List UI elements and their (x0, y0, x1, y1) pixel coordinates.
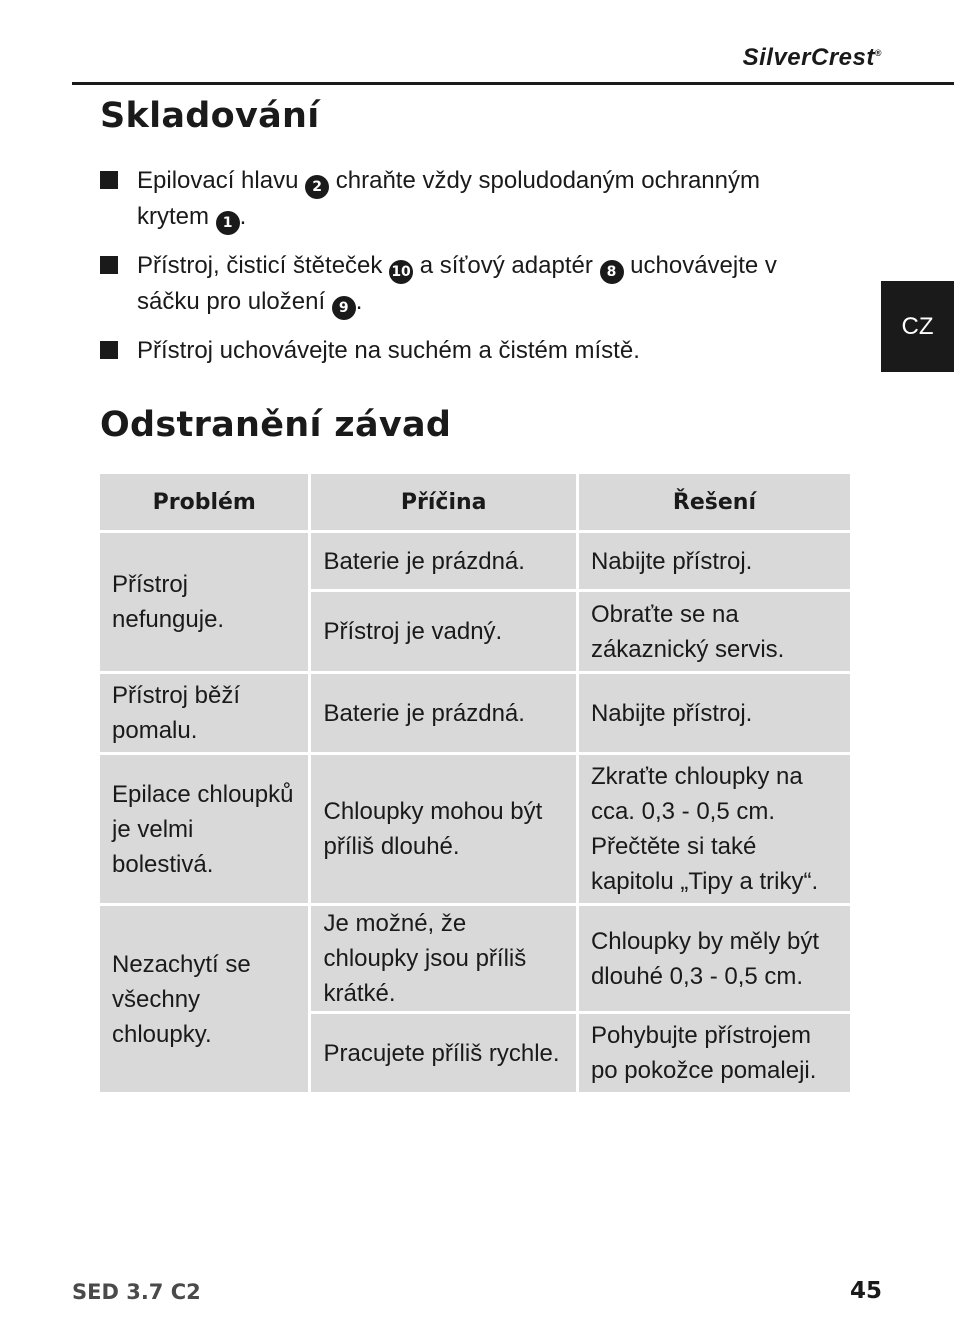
part-number-badge: 1 (216, 211, 240, 235)
column-header-problem: Problém (100, 474, 308, 530)
brand-name: SilverCrest (742, 44, 875, 71)
part-number-badge: 10 (389, 260, 413, 284)
table-row (100, 755, 850, 903)
bullet-square-icon (100, 341, 118, 359)
item-text: chraňte vždy spoludodaným ochranným krytem (137, 167, 760, 230)
item-text: Epilovací hlavu (137, 167, 306, 194)
item-text: Přístroj uchovávejte na suchém a čistém místě. (137, 337, 640, 364)
column-header-cause: Příčina (311, 474, 575, 530)
problem-cell: Nezachytí se všechny chloupky. (100, 906, 308, 1092)
item-text: uchovávejte v sáčku pro uložení (137, 252, 777, 315)
solution-cell: Nabijte přístroj. (579, 533, 850, 589)
table-row (100, 674, 850, 752)
bullet-square-icon (100, 256, 118, 274)
solution-cell: Pohybujte přístrojem po pokožce pomaleji. (579, 1014, 850, 1092)
storage-list (100, 163, 820, 381)
bullet-square-icon (100, 171, 118, 189)
column-header-solution: Řešení (579, 474, 850, 530)
storage-heading: Skladování (100, 96, 320, 136)
page-number: 45 (849, 1278, 882, 1304)
solution-cell: Chloupky by měly být dlouhé 0,3 - 0,5 cm. (579, 906, 850, 1011)
troubleshooting-heading: Odstranění závad (100, 405, 452, 445)
solution-cell: Nabijte přístroj. (579, 674, 850, 752)
cause-cell: Přístroj je vadný. (311, 592, 575, 671)
storage-item (100, 163, 820, 235)
language-tab (881, 281, 954, 372)
problem-cell: Epilace chloupků je velmi bolestivá. (100, 755, 308, 903)
brand-logo (743, 44, 882, 72)
storage-item (100, 248, 820, 320)
item-text: . (355, 288, 363, 315)
part-number-badge: 9 (332, 296, 356, 320)
brand-registered-mark: ® (874, 48, 882, 58)
part-number-badge: 8 (600, 260, 624, 284)
item-text: . (239, 203, 247, 230)
footer-model-number: SED 3.7 C2 (72, 1280, 201, 1304)
part-number-badge: 2 (305, 175, 329, 199)
table-header-row (100, 474, 850, 530)
item-text: a síťový adaptér (413, 252, 600, 279)
item-text: Přístroj, čisticí štěteček (137, 252, 390, 279)
cause-cell: Je možné, že chloupky jsou příliš krátké. (311, 906, 575, 1011)
language-tab-label: CZ (901, 312, 934, 340)
problem-cell: Přístroj nefunguje. (100, 533, 308, 671)
cause-cell: Baterie je prázdná. (311, 533, 575, 589)
problem-cell: Přístroj běží pomalu. (100, 674, 308, 752)
solution-cell: Obraťte se na zákaznický servis. (579, 592, 850, 671)
solution-cell: Zkraťte chloupky na cca. 0,3 - 0,5 cm. Přečtěte si také kapitolu „Tipy a triky“. (579, 755, 850, 903)
table-row (100, 533, 850, 589)
table-row (100, 906, 850, 1011)
cause-cell: Baterie je prázdná. (311, 674, 575, 752)
header-rule (72, 82, 954, 85)
cause-cell: Pracujete příliš rychle. (311, 1014, 575, 1092)
cause-cell: Chloupky mohou být příliš dlouhé. (311, 755, 575, 903)
storage-item (100, 333, 820, 368)
troubleshooting-table (97, 471, 853, 1095)
